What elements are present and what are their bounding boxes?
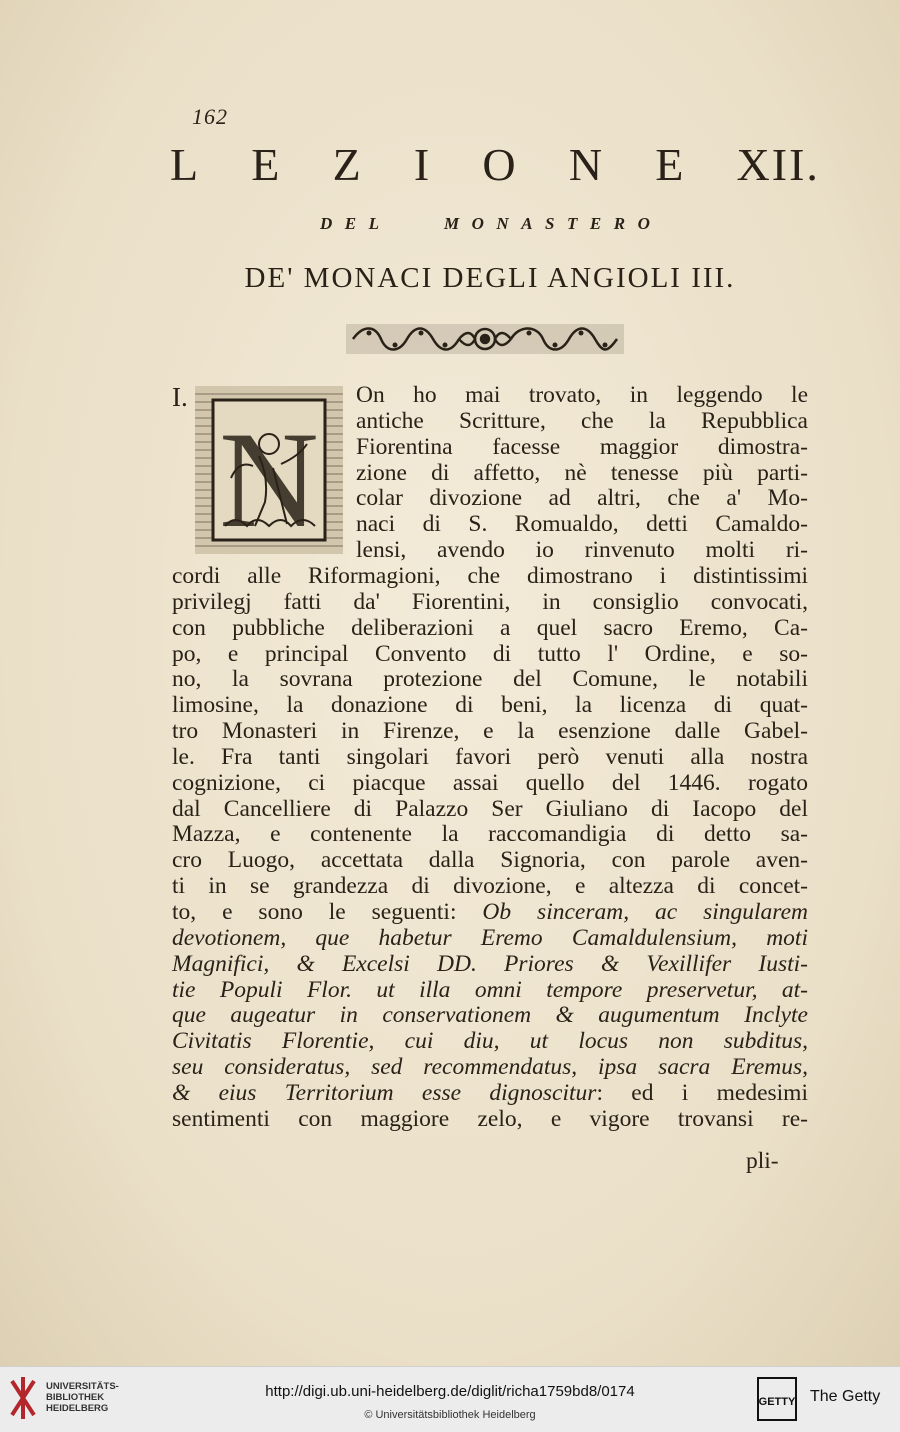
subtitle-letter: E xyxy=(344,214,357,233)
text-segment: cro Luogo, accettata dalla Signoria, con parole aven- xyxy=(172,847,808,874)
latin-quote: & eius Territorium esse dignoscitur xyxy=(172,1079,597,1106)
getty-logo-icon xyxy=(757,1377,797,1421)
title-letter: E xyxy=(655,139,686,190)
text-line xyxy=(172,666,808,692)
word-gap xyxy=(392,214,432,234)
text-line xyxy=(356,460,808,486)
text-line xyxy=(356,434,808,460)
paragraph-number: I. xyxy=(172,382,188,412)
text-line xyxy=(172,1106,808,1132)
text-segment: tro Monasteri in Firenze, e la esenzione dalle Gabel- xyxy=(172,718,808,745)
chapter-title xyxy=(170,138,820,191)
getty-logo-text: GETTY xyxy=(758,1396,796,1408)
chapter-subtitle xyxy=(320,214,650,234)
text-segment: antiche Scritture, che la Repubblica xyxy=(356,407,808,434)
subtitle-letter: L xyxy=(368,214,380,233)
text-line xyxy=(172,796,808,822)
text-line xyxy=(172,615,808,641)
text-line xyxy=(172,1002,808,1028)
chapter-heading: DE' MONACI DEGLI ANGIOLI III. xyxy=(244,262,736,294)
text-line xyxy=(172,847,808,873)
subtitle-letter: E xyxy=(589,214,602,233)
text-line xyxy=(356,537,808,563)
text-line xyxy=(172,563,808,589)
dropcap-woodcut xyxy=(195,386,343,554)
text-segment: to, e sono le seguenti: xyxy=(172,899,483,925)
text-segment: zione di affetto, nè tenesse più parti- xyxy=(356,459,808,486)
text-segment: le. Fra tanti singolari favori però venuti alla nostra xyxy=(172,743,808,770)
text-line xyxy=(356,511,808,537)
subtitle-letter: S xyxy=(545,214,555,233)
text-segment: On ho mai trovato, in leggendo le xyxy=(356,382,808,408)
text-line xyxy=(172,821,808,847)
footer-bar xyxy=(0,1366,900,1432)
latin-quote: que augeatur in conservationem & augumentum Inclyte xyxy=(172,1002,808,1029)
getty-name: The Getty xyxy=(810,1388,881,1405)
text-line xyxy=(172,692,808,718)
text-segment: cordi alle Riformagioni, che dimostrano i distintissimi xyxy=(172,562,808,589)
subtitle-letter: R xyxy=(613,214,626,233)
text-segment: privilegj fatti da' Fiorentini, in consiglio convocati, xyxy=(172,588,808,615)
latin-quote: Magnifici, & Excelsi DD. Priores & Vexillifer Iusti- xyxy=(172,950,808,977)
text-segment: Mazza, e contenente la raccomandigia di detto sa- xyxy=(172,821,808,848)
text-segment: no, la sovrana protezione del Comune, le notabili xyxy=(172,666,808,693)
title-letter: L xyxy=(170,139,201,190)
source-url-link[interactable]: http://digi.ub.uni-heidelberg.de/diglit/richa1759bd8/0174 xyxy=(265,1383,635,1400)
text-line xyxy=(172,744,808,770)
subtitle-letter: T xyxy=(567,214,578,233)
latin-quote: devotionem, que habetur Eremo Camaldulensium, moti xyxy=(172,924,808,951)
text-segment: po, e principal Convento di tutto l' Ordine, e so- xyxy=(172,640,808,667)
text-segment: Fiorentina facesse maggior dimostra- xyxy=(356,433,808,460)
text-line xyxy=(172,1080,808,1106)
page-number: 162 xyxy=(192,104,228,129)
text-segment: con pubbliche deliberazioni a quel sacro Eremo, Ca- xyxy=(172,614,808,641)
text-line xyxy=(172,718,808,744)
title-letter: N xyxy=(568,139,605,190)
text-segment: lensi, avendo io rinvenuto molti ri- xyxy=(356,537,808,564)
subtitle-letter: A xyxy=(521,214,533,233)
text-segment: naci di S. Romualdo, detti Camaldo- xyxy=(356,511,808,538)
text-line xyxy=(172,589,808,615)
ornament-icon xyxy=(345,323,625,355)
catchword: pli- xyxy=(746,1148,779,1174)
text-line xyxy=(172,1054,808,1080)
text-segment: colar divozione ad altri, che a' Mo- xyxy=(356,485,808,512)
text-line xyxy=(172,899,808,925)
text-line xyxy=(172,977,808,1003)
subtitle-letter: D xyxy=(320,214,333,233)
text-segment: : ed i medesimi xyxy=(596,1079,808,1106)
subtitle-letter: O xyxy=(471,214,484,233)
latin-quote: tie Populi Flor. ut illa omni tempore preservetur, at- xyxy=(172,976,808,1003)
text-segment: cognizione, ci piacque assai quello del 1446. rogato xyxy=(172,769,808,796)
subtitle-letter: O xyxy=(637,214,650,233)
title-letter: I xyxy=(413,139,432,190)
latin-quote: Ob sinceram, ac singularem xyxy=(482,899,808,925)
text-segment: limosine, la donazione di beni, la licenza di quat- xyxy=(172,692,808,719)
dropcap-letter: N xyxy=(219,403,319,554)
title-letter: XII. xyxy=(736,139,820,190)
text-segment: sentimenti con maggiore zelo, e vigore trovansi re- xyxy=(172,1105,808,1132)
subtitle-letter: M xyxy=(444,214,460,233)
university-name: UNIVERSITÄTS- BIBLIOTHEK HEIDELBERG xyxy=(46,1381,119,1414)
text-line xyxy=(356,408,808,434)
title-letter: E xyxy=(251,139,282,190)
copyright-notice: © Universitätsbibliothek Heidelberg xyxy=(364,1409,536,1421)
subtitle-letter: N xyxy=(496,214,509,233)
text-segment: dal Cancelliere di Palazzo Ser Giuliano di Iacopo del xyxy=(172,795,808,822)
text-line xyxy=(172,641,808,667)
latin-quote: Civitatis Florentie, cui diu, ut locus non subditus, xyxy=(172,1028,808,1055)
text-line xyxy=(356,485,808,511)
text-line xyxy=(356,382,808,408)
text-segment: ti in se grandezza di divozione, e altezza di concet- xyxy=(172,873,808,900)
text-line xyxy=(172,770,808,796)
text-line xyxy=(172,1028,808,1054)
latin-quote: seu consideratus, sed recommendatus, ipsa sacra Eremus, xyxy=(172,1054,808,1081)
title-letter: O xyxy=(482,139,518,190)
text-line xyxy=(172,951,808,977)
text-line xyxy=(172,925,808,951)
title-letter: Z xyxy=(332,139,363,190)
text-line xyxy=(172,873,808,899)
